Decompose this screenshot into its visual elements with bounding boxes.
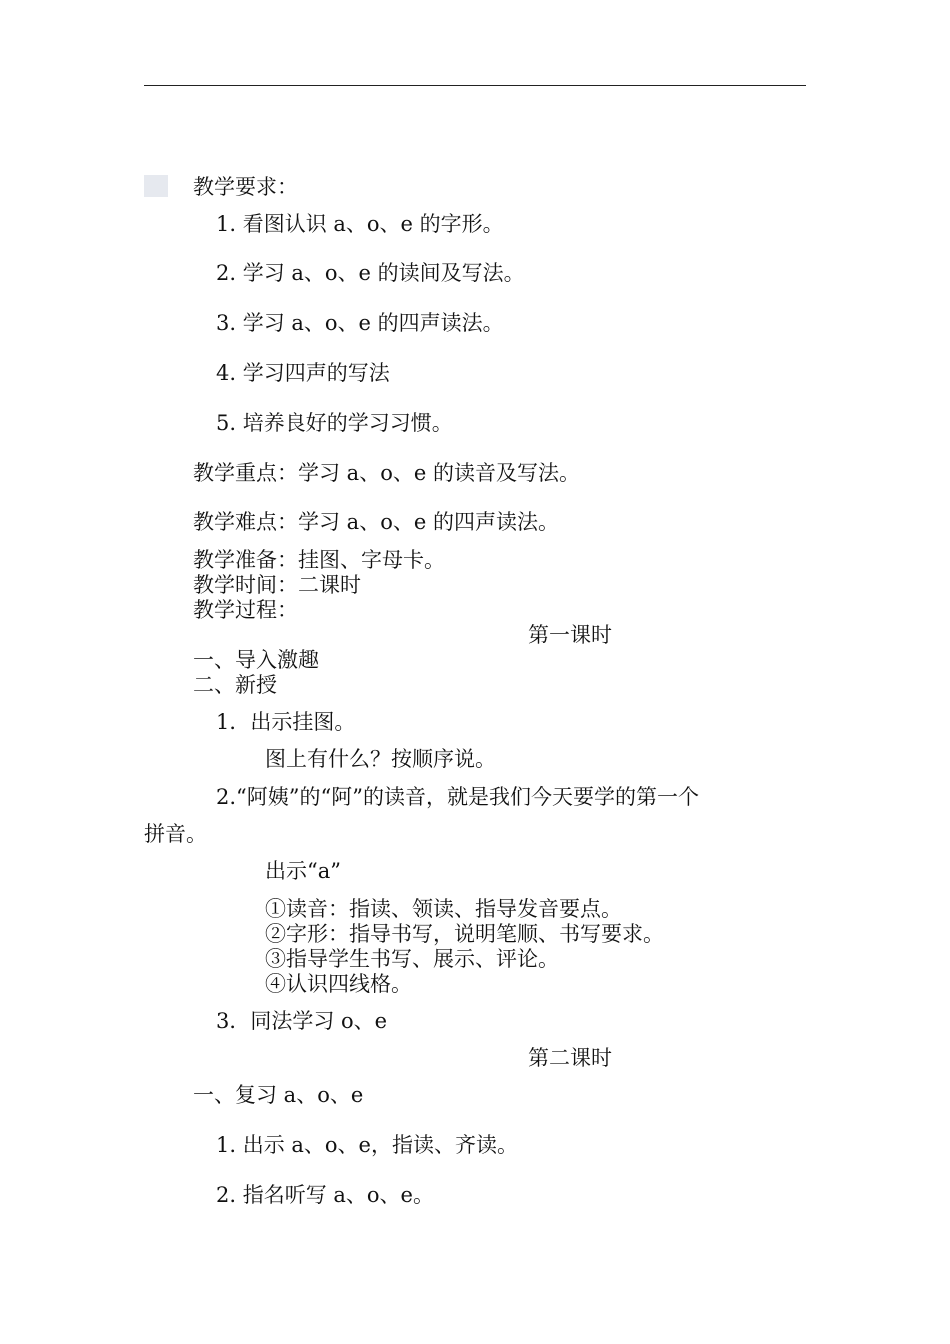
requirement-item-1: 1. 看图认识 a、o、e 的字形。 [216, 212, 504, 236]
lesson-1-section-1: 一、导入激趣 [193, 648, 319, 672]
process-heading: 教学过程： [193, 598, 298, 622]
point-four-lines: ④认识四线格。 [265, 972, 412, 996]
point-shape: ②字形：指导书写，说明笔顺、书写要求。 [265, 922, 664, 946]
requirement-item-4: 4. 学习四声的写法 [216, 361, 390, 385]
teaching-time: 教学时间：二课时 [193, 573, 361, 597]
key-point: 教学重点：学习 a、o、e 的读音及写法。 [193, 461, 580, 485]
preparation: 教学准备：挂图、字母卡。 [193, 548, 445, 572]
lesson-1-title: 第一课时 [528, 623, 612, 647]
show-a: 出示“a” [265, 859, 341, 883]
point-pronunciation: ①读音：指读、领读、指导发音要点。 [265, 897, 622, 921]
requirement-item-2: 2. 学习 a、o、e 的读间及写法。 [216, 261, 525, 285]
requirement-item-3: 3. 学习 a、o、e 的四声读法。 [216, 311, 504, 335]
lesson-1-step-2-continued: 拼音。 [144, 822, 207, 846]
paragraph-marker [144, 175, 168, 197]
lesson-1-section-2: 二、新授 [193, 673, 277, 697]
requirement-item-5: 5. 培养良好的学习习惯。 [216, 411, 453, 435]
point-writing: ③指导学生书写、展示、评论。 [265, 947, 559, 971]
lesson-2-title: 第二课时 [528, 1046, 612, 1070]
lesson-1-step-2: 2.“阿姨”的“阿”的读音，就是我们今天要学的第一个 [216, 785, 699, 809]
requirements-heading: 教学要求： [193, 175, 298, 199]
lesson-1-step-1: 1．出示挂图。 [216, 710, 356, 734]
lesson-1-step-3: 3．同法学习 o、e [216, 1009, 388, 1033]
lesson-1-step-1-detail: 图上有什么？按顺序说。 [265, 747, 496, 771]
lesson-2-item-2: 2. 指名听写 a、o、e。 [216, 1183, 434, 1207]
difficulty: 教学难点：学习 a、o、e 的四声读法。 [193, 510, 559, 534]
lesson-2-item-1: 1. 出示 a、o、e，指读、齐读。 [216, 1133, 518, 1157]
lesson-2-section-1: 一、复习 a、o、e [193, 1083, 364, 1107]
header-rule [144, 85, 806, 86]
